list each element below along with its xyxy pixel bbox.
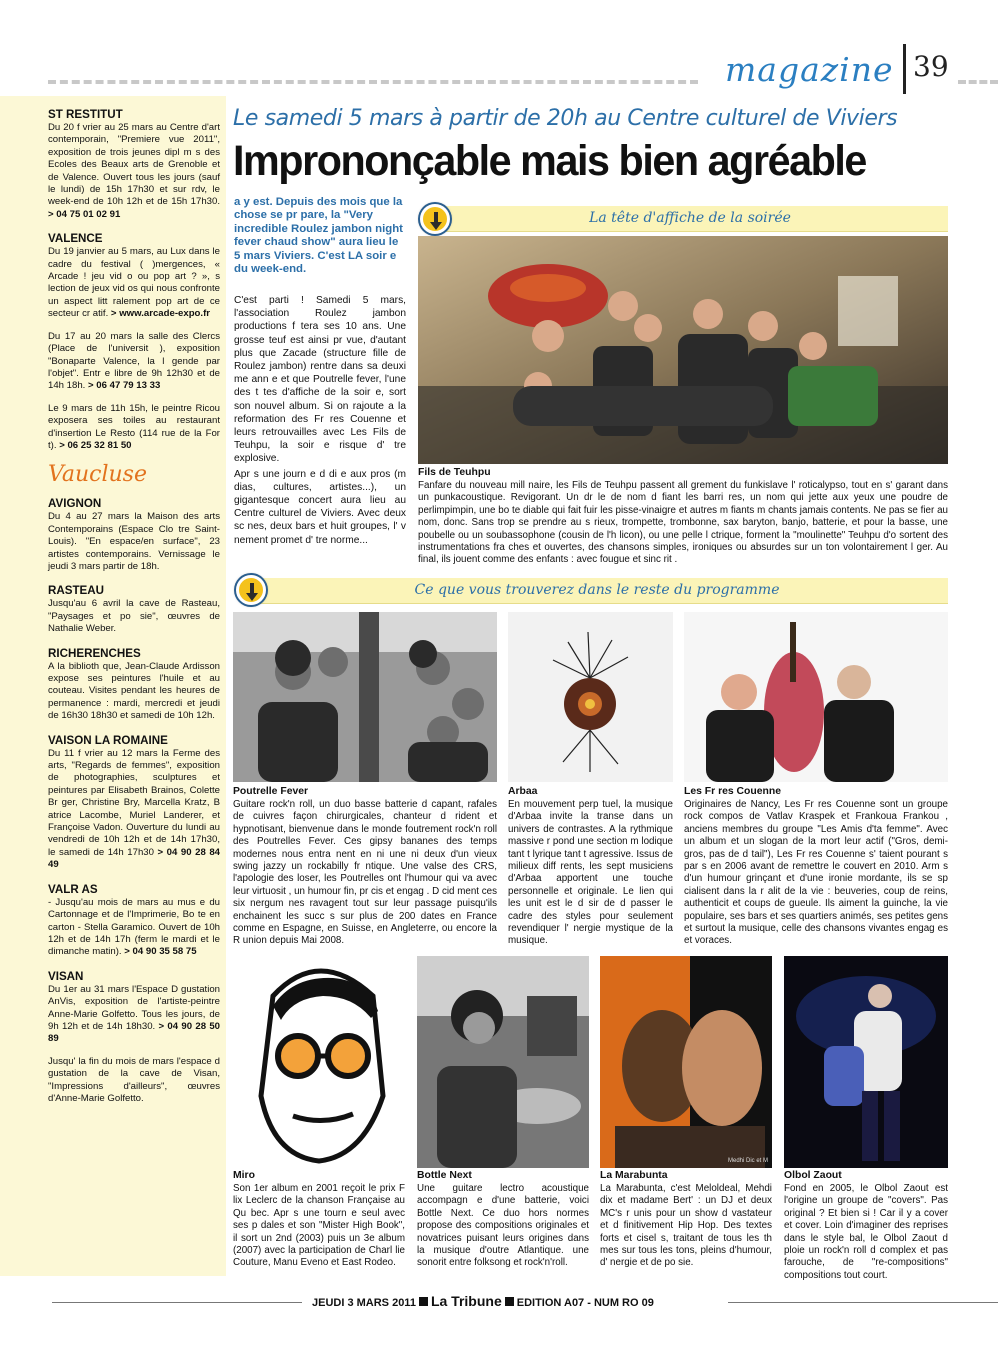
article-kicker: Le samedi 5 mars à partir de 20h au Centre culturel de Viviers [233,106,898,131]
band-name: Les Fr res Couenne [684,786,782,797]
arrow-down-icon [420,204,450,234]
miro-photo [233,956,405,1168]
agenda-city: VALR AS [48,882,98,896]
header-dashed-rule [48,80,698,84]
banner-title: La tête d'affiche de la soirée [589,210,791,226]
band-description: Originaires de Nancy, Les Fr res Couenne sont un groupe rock compos de Vatlav Kraspek et Frankoua Frankou , anciens membres du groupe "Les Amis d'ta femme". Avec un album et un slogan de la mort leur actif ("Gros, demi-gros, pas de d tail"), Les Fr res Couenne s' taient pourant s par s en 2006 avant de remettre le couvert en 2010. Arm s d'un humour grinçant et d'une ironie mordante, ils se sp cialisent dans la r alit de la vie : beuveries, coup de reins, authenticit et coups de gueule. Ils aiment la guinche, la vie populaire, ses bars et ses quartiers animés, ses petites gens et surtout la musique, celle des chansons vivantes engag es et voraces. [684,799,948,947]
body-paragraph: Apr s une journ e d di e aux pros (m dias, cultures, artistes...), un gigantesque concert aura lieu au Centre culturel de Viviers. Avec deux sc nes, deux bars et huit groupes, l' v nement promet d' tre norme... [234,468,406,546]
band-name: Bottle Next [417,1170,472,1181]
headliner-description: Fanfare du nouveau mill naire, les Fils de Teuhpu passent all grement du funkislave l' roticalypso, tout en s' garant dans un punkacoustique. Revigorant. Un dr le de nom d fiant les barri res, un nom qui jette aux yeux une poudre de perlimpimpin, une bo te diable qui fait fuir les pisse-vinaigre et autres m fiants m chants jamais contents. Ne pas se fier au nom, donc. Sans trop se prendre au s rieux, trompette, trombonne, sax baryton, banjo, batterie, et pour la basse, une poubelle ou un soubassophone (cousin de l'h licon), ou une pelle l ctrique, forment la "moulinette" Teuhpu d'o sortent des instrumentations fra ches et ouvertes, des chansons simples, ironiques ou absurdes sur un ton volontairement l ger. Au final, ils jouent comme des enfants : avec fougue et sinc rit . [418,480,948,566]
headliner-banner [432,206,948,232]
agenda-entry [48,403,220,453]
agenda-entry-text: Du 4 au 27 mars la Maison des arts Contemporains (Espace Clo tre Saint-Louis). "En espace/en surface", 23 artistes contemporains. Vernissage le jeudi 3 mars partir de 18h. [48,511,220,572]
footer-rule [728,1302,998,1303]
region-heading: Vaucluse [48,462,147,488]
agenda-entry [48,748,220,872]
agenda-entry [48,511,220,573]
agenda-entry-text: Du 11 f vrier au 12 mars la Ferme des arts, "Regards de femmes", exposition de photographies, sculptures et peintures par Elisabeth Brainos, Colette Br ger, Christine Bry, Marcella Kratz, B atrice Lacombe, Muriel Landerer, et Françoise Vadon. Ouverture du lundi au vendredi de 10h 12h et de 14h 17h30, le samedi de 14h 17h30 [48,747,220,858]
agenda-entry [48,661,220,723]
agenda-city: AVIGNON [48,497,102,511]
banner-title: Ce que vous trouverez dans le reste du programme [414,582,780,598]
agenda-entry-text: Le 9 mars de 11h 15h, le peintre Ricou exposera ses toiles au restaurant d'insertion Le Resto (114 rue de la For t). [48,402,220,451]
band-name: Arbaa [508,786,538,797]
poutrelle-fever-photo [233,612,497,782]
headliner-name: Fils de Teuhpu [418,467,491,478]
agenda-entry-text: Jusqu'au 6 avril la cave de Rasteau, "Paysages et po sie", œuvres de Nathalie Weber. [48,598,220,635]
agenda-entry-text: Du 19 janvier au 5 mars, au Lux dans le cadre du festival ( )mergences, « Arcade ! jeu vid o ou pop art ? », s lection de jeux vid os qui nous confronte un aspect litt ralement pop art de ce secteur cr atif. [48,246,220,320]
agenda-entry-text: Du 17 au 20 mars la salle des Clercs (Place de l'universit ), exposition "Bonaparte Valence, la l gende par l'objet". Entr e libre de 9h 12h30 et de 14h 18h. [48,330,220,392]
band-description: En mouvement perp tuel, la musique d'Arbaa invite la transe dans un univers de contrastes. A la rythmique massive r pond une section m lodique tant t lyrique tant t agressive. Issus de milieux diff rents, les sept musiciens d'Arbaa apportent une touche personnelle et originale. Le lien qui les unit est le d sir de d passer le cadre des styles pour seulement revendiquer l' nergie mystique de la musique. [508,799,673,947]
agenda-city: RASTEAU [48,584,105,598]
band-description: Fond en 2005, le Olbol Zaout est l'origine un groupe de "covers". Pas original ? Et bien si ! Car il y a cover et cover. Loin d'imaginer des reprises dans le style bal, le Olbol Zaout d ploie un rock'n roll d complex et pas farouche, de "re-compositions" compositions tout court. [784,1183,948,1281]
photo-credit: Medhi Dic et M [727,1158,768,1164]
agenda-entry-text: A la biblioth que, Jean-Claude Ardisson expose ses peintures l'huile et au couteau. Visites pendant les heures de permanence : mardi, mercredi et jeudi de 16h30 18h30 et samedi de 10h 12h. [48,660,220,722]
square-icon [505,1297,514,1306]
agenda-city: ST RESTITUT [48,108,123,121]
band-description: Son 1er album en 2001 reçoit le prix F lix Leclerc de la chanson Française au Qu bec. Apr s une tourn e seul avec ses p dales et son "Mister High Book", il sort un 2nd (2003) puis un 3e album (2007) avec la participation de Charl lie Couture, Manu Eveno et East Rodeo. [233,1183,405,1269]
band-description: Guitare rock'n roll, un duo basse batterie d capant, rafales de cuivres façon chirurgicales, chanteur d rident et hypnotisant, bienvenue dans le monde foutrement rock'n roll des Poutrelles Fever. Ces gipsy bananes des temps modernes nous entra nent en ni une ni deux d'un vieux swing jazzy un rockabilly fr ntique. Une valse des CRS, l'apologie des loser, les Poutrelles ont l'humour qui va avec leur virtuosit , un humour fin, pr cis et engag . D cid ment ces six nergum nes ravagent tout sur leur passage puisqu'ils enchainent les succ s sur plus de 200 dates en France comme en Espagne, en Suisse, en Angleterre, ou encore la R union depuis Mai 2008. [233,799,497,947]
headliner-photo [418,236,948,464]
page-footer [312,1293,654,1309]
agenda-entry-text: Jusqu' la fin du mois de mars l'espace d gustation de la cave de Visan, "Impressions d'ailleurs", œuvres d'Anne-Marie Golfetto. [48,1055,220,1104]
header-dashed-rule-right [958,80,998,84]
agenda-entry [48,122,220,221]
footer-edition: EDITION A07 - NUM RO 09 [516,1297,654,1309]
page-number-divider [903,44,906,94]
agenda-city: RICHERENCHES [48,646,141,660]
band-name: Poutrelle Fever [233,786,309,797]
agenda-city: VALENCE [48,232,103,246]
article-body [234,294,406,547]
footer-rule [52,1302,302,1303]
agenda-contact: > 04 90 35 58 75 [124,946,197,958]
agenda-contact: > 04 90 28 84 49 [48,846,220,871]
agenda-contact: > 06 25 32 81 50 [59,439,132,451]
agenda-entry-text: - Jusqu'au mois de mars au mus e du Cartonnage et de l'Imprimerie, Bo te en carton - Stella Garamico. Ouvert de 10h 12h et de 14h 17h (ferm le mardi et le dimanche matin). [48,896,220,958]
arbaa-photo [508,612,673,782]
article-headline: Imprononçable mais bien agréable [233,137,866,185]
agenda-city: VAISON LA ROMAINE [48,733,168,747]
bottle-next-photo [417,956,589,1168]
agenda-contact: > 04 75 01 02 91 [48,208,121,220]
footer-date: JEUDI 3 MARS 2011 [312,1297,416,1309]
agenda-entry-text: Du 20 f vrier au 25 mars au Centre d'art contemporain, "Premiere vue 2011", exposition de trois jeunes dipl m s des Ecoles des Beaux arts de Grenoble et de Valence. Ouvert tous les jours (sauf le lundi) de 15h 17h30 et sur rdv, le week-end de 10h 12h et de 15h 17h30. [48,122,220,208]
section-label: magazine [725,50,894,89]
page-number: 39 [913,50,949,83]
la-marabunta-photo [600,956,772,1168]
arrow-down-icon [236,575,266,605]
agenda-entry [48,246,220,320]
agenda-contact: > www.arcade-expo.fr [110,308,211,320]
agenda-entry [48,598,220,635]
agenda-entry [48,897,220,959]
agenda-contact: > 06 47 79 13 33 [88,380,161,392]
freres-couenne-photo [684,612,948,782]
program-banner [246,578,948,604]
agenda-entry [48,984,220,1046]
agenda-contact: > 04 90 28 50 89 [48,1020,221,1045]
band-description: Une guitare lectro acoustique accompagn e d'une batterie, voici Bottle Next. Ce duo hors normes propose des compositions originales et novatrices puisant leurs origines dans la musique d'outre Atlantique. une sonorit entre folksong et rock'n'roll. [417,1183,589,1269]
footer-brand: La Tribune [430,1293,502,1309]
band-name: La Marabunta [600,1170,668,1181]
body-paragraph: C'est parti ! Samedi 5 mars, l'association Roulez jambon productions f tera ses 10 ans. Une grosse teuf est ainsi pr vue, d'autant plus que Zacade (structure fille de Roulez jambon) rentre dans sa deuxi me ann e et que Poutrelle fever, l'une des t tes d'affiche de la soir e, sort son nouvel album. Si on rajoute a la reformation des Fr res Couenne et leurs retrouvailles avec Les Fils de Teuhpu, la soir e risque d' tre explosive. [234,295,406,465]
olbol-zaout-photo [784,956,948,1168]
agenda-entry [48,331,220,393]
band-name: Miro [233,1170,255,1181]
agenda-city: VISAN [48,969,84,983]
agenda-listing [48,108,220,1105]
square-icon [419,1297,428,1306]
agenda-entry [48,1056,220,1106]
band-name: Olbol Zaout [784,1170,842,1181]
article-intro: a y est. Depuis des mois que la chose se pr pare, la "Very incredible Roulez jambon night fever chaud show" aura lieu le 5 mars Viviers. C'est LA soir e du week-end. [234,196,403,276]
agenda-entry-text: Du 1er au 31 mars l'Espace D gustation AnVis, exposition de l'artiste-peintre Anne-Marie Golfetto. Tous les jours, de 9h 12h et de 14h 18h30. [48,983,220,1032]
band-description: La Marabunta, c'est Meloldeal, Mehdi dix et madame Bert' : un DJ et deux MC's r unis pour un show d vastateur et d finitivement Hip Hop. Des textes forts et cisel s, traitant de tous les th mes sur tous les tons, pleins d'humour, d' nergie et de po sie. [600,1183,772,1269]
